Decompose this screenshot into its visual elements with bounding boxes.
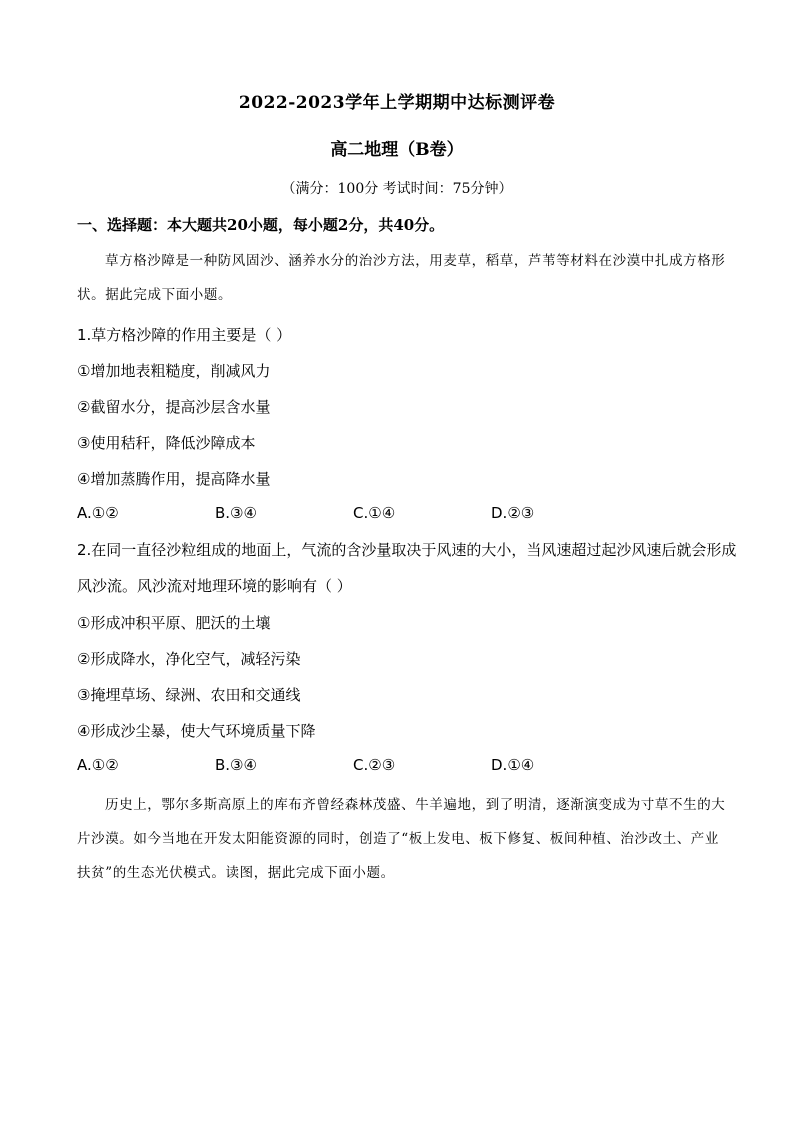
q1-item-1: ①增加地表粗糙度，削减风力 xyxy=(77,362,271,380)
q2-item-1: ①形成冲积平原、肥沃的土壤 xyxy=(77,614,271,632)
q2-choices xyxy=(77,756,737,780)
q1-item-3: ③使用秸秆，降低沙障成本 xyxy=(77,434,256,452)
q2-item-2: ②形成降水，净化空气，减轻污染 xyxy=(77,650,301,668)
q1-item-4: ④增加蒸腾作用，提高降水量 xyxy=(77,470,271,488)
q1-choice-a[interactable]: A.①② xyxy=(77,504,119,522)
q1-choice-b[interactable]: B.③④ xyxy=(215,504,257,522)
q2-choice-a[interactable]: A.①② xyxy=(77,756,119,774)
section-heading: 一、选择题：本大题共20小题，每小题2分，共40分。 xyxy=(77,216,445,234)
q1-choice-d[interactable]: D.②③ xyxy=(491,504,535,522)
q2-item-4: ④形成沙尘暴，使大气环境质量下降 xyxy=(77,722,316,740)
q2-choice-b[interactable]: B.③④ xyxy=(215,756,257,774)
q2-item-3: ③掩埋草场、绿洲、农田和交通线 xyxy=(77,686,301,704)
exam-title: 2022-2023学年上学期期中达标测评卷 xyxy=(238,93,556,113)
q1-item-2: ②截留水分，提高沙层含水量 xyxy=(77,398,271,416)
exam-meta: （满分：100分 考试时间：75分钟） xyxy=(281,181,513,197)
exam-subtitle: 高二地理（B卷） xyxy=(330,140,464,160)
q1-stem: 1.草方格沙障的作用主要是（ ） xyxy=(77,326,292,344)
q2-choice-d[interactable]: D.①④ xyxy=(491,756,535,774)
q1-choices xyxy=(77,504,737,528)
q2-choice-c[interactable]: C.②③ xyxy=(353,756,396,774)
q1-choice-c[interactable]: C.①④ xyxy=(353,504,396,522)
q2-stem: 2.在同一直径沙粒组成的地面上，气流的含沙量取决于风速的大小，当风速超过起沙风速后就会形成风沙流。风沙流对地理环境的影响有（ ） xyxy=(77,541,737,595)
passage-1: 草方格沙障是一种防风固沙、涵养水分的治沙方法，用麦草，稻草，芦苇等材料在沙漠中扎成方格形状。据此完成下面小题。 xyxy=(77,253,726,303)
passage-2: 历史上，鄂尔多斯高原上的库布齐曾经森林茂盛、牛羊遍地，到了明清，逐渐演变成为寸草不生的大片沙漠。如今当地在开发太阳能资源的同时，创造了“板上发电、板下修复、板间种植、治沙改土、产业扶贫”的生态光伏模式。读图，据此完成下面小题。 xyxy=(77,797,726,881)
